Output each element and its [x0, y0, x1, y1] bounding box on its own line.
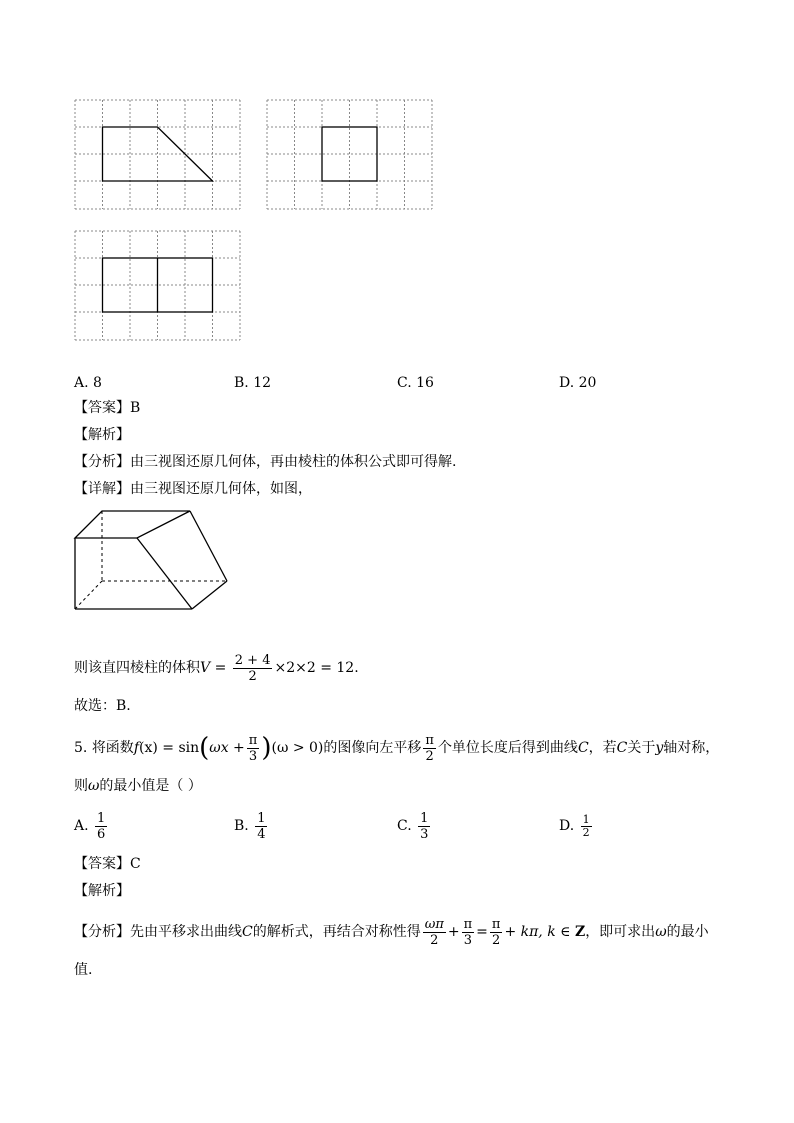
q5-fenxi: 【分析】先由平移求出曲线C的解析式，再结合对称性得 $\frac{\omega\pi}{2}$ + $\frac{\pi}{3}$ = $\frac{\pi}{2}$ + kπ, k ∈ Z，即可求出ω的最小: [74, 916, 709, 948]
q4-option-b: B. 12: [234, 375, 272, 391]
q4-option-d: D. 20: [559, 375, 597, 391]
volume-fraction: $\frac{2 + 4}{2}$: [234, 652, 271, 684]
q5-stem-line2: 则ω的最小值是（ ）: [74, 778, 202, 794]
q4-answer: 【答案】B: [74, 400, 141, 416]
q4-detail: 【详解】由三视图还原几何体，如图，: [74, 481, 312, 497]
q5-stem-line1: 5. 将函数f(x) = sin(ωx + $\frac{\pi}{3}$ )(ω > 0)的图像向左平移 $\frac{\pi}{2}$ 个单位长度后得到曲线C，若C关于y轴对称，: [74, 732, 720, 764]
q5-last-line: 值.: [74, 962, 93, 978]
q4-option-c: C. 16: [397, 375, 434, 391]
q5-answer: 【答案】C: [74, 856, 141, 872]
top-view-grid: [74, 230, 242, 342]
prism-solid-figure: [72, 508, 232, 612]
q5-option-a: A. $\frac{1}{6}$: [74, 810, 106, 842]
side-view-grid: [266, 99, 434, 211]
q4-choose: 故选：B.: [74, 698, 131, 714]
front-view-grid: [74, 99, 242, 211]
q4-fenxi: 【分析】由三视图还原几何体，再由棱柱的体积公式即可得解.: [74, 454, 457, 470]
q4-option-a: A. 8: [74, 375, 102, 391]
q5-option-c: C. $\frac{1}{3}$: [397, 810, 429, 842]
q5-option-b: B. $\frac{1}{4}$: [234, 810, 266, 842]
q4-analysis-tag: 【解析】: [74, 427, 130, 443]
q5-option-d: D. $\frac{1}{2}$: [559, 812, 590, 839]
q4-volume: 则该直四棱柱的体积V = $\frac{2 + 4}{2}$ ×2×2 = 12.: [74, 652, 359, 684]
q5-analysis-tag: 【解析】: [74, 883, 130, 899]
